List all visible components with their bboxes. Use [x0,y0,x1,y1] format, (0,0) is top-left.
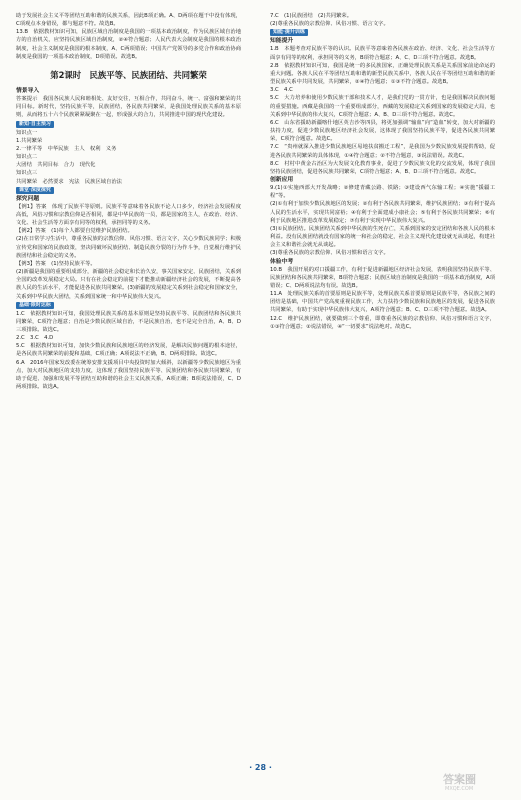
right-column [270,12,495,770]
section-tag: 新知·自主预习 [16,121,54,128]
answer-paragraph: 11.A 处理民族关系的首要原则是民族平等，处理民族关系首要原则是民族平等，各民族之间的团结是基础，中国共产党高度重视民族工作，大力扶持少数民族和民族地区的发展，促进各民族共同繁荣，有助于实现中华民族伟大复兴，A项符合题意；B、C、D三项不符合题意。故选A。 [270,291,495,314]
answer-paragraph: 3.C 4.C [270,87,293,94]
answer-paragraph: 2.C 3.C 4.D [16,335,54,342]
answer-paragraph: 6.C 山东省援助新疆喀什地区英吉沙等四县，将更加强调“输血”向“造血”转变，加大对新疆的扶持力度，促进少数民族地区经济社会发展，这体现了我国坚持民族平等，促进各民族共同繁荣，C项符合题意。故选C。 [270,119,495,143]
answer-paragraph: 13.B 依据教材知识可知，民族区域自治制度是我国的一项基本政治制度，作为民族区域自治地方的自治机关，应坚持民族区域自治制度，②④符合题意；人民代表大会制度是我国的根本政治制度，社会主义制度是我国的根本制度，A、C两项错误；中国共产党领导的多党合作和政治协商制度是我国的一项基本政治制度，D项错误。故选B。 [16,29,241,60]
answer-paragraph: 【例1】答案 体现了民族平等原则。民族平等意味着各民族不论人口多少，经济社会发展程度高低，风俗习惯和宗教信仰是否相同，都是中华民族的一员，都是国家的主人，在政治、经济、文化、社会生活等方面享有同等的权利，承担同等的义务。 [16,203,241,227]
section-tag-row [270,28,495,37]
answer-paragraph: 8.C 村村中黄金古治区为大发展文化教育事业，促进了少数民族文化的交流发展，体现了我国坚持民族团结，促进各民族共同繁荣，C项符合题意；A、B、D三项不符合题意。故选C。 [270,160,495,175]
watermark-logo [441,770,511,792]
page-number-value: 28 [254,763,267,772]
section-subheading: 情景导入 [16,87,40,94]
section-subheading: 探究问题 [16,195,40,202]
section-tag: 知能·提升训练 [270,29,308,36]
answer-paragraph: 1.C 依据教材知识可知，我国处理民族关系的基本原则是坚持民族平等、民族团结和各民族共同繁荣，C项符合题意；自治是少数民族区域自治，不是民族自治，也不是完全自治，A、B、D三项排除。故选C。 [16,310,241,333]
watermark-url: MXQE.COM [445,786,474,792]
section-tag: 课堂·深度探究 [16,187,54,194]
answer-paragraph: 【例2】答案 (1)每个人都要自觉维护民族团结。 [16,228,133,235]
answer-paragraph: 5.C 根据教材知识可知，加快少数民族和民族地区的经济发展，是解决民族问题的根本途径，是各民族共同繁荣的前提和基础，C项正确；A项说法不正确，B、D两项排除。故选C。 [16,343,241,358]
answer-paragraph: 知识点一 [16,129,38,136]
answer-paragraph: 6.A 2016年国家发改委在统筹安排支援项目中央投资时加大倾斜，以新疆等少数民族地区为重点，加大对民族地区的支持力度，这体现了我国坚持民族平等、民族团结和各民族共同繁荣，有助于促进、加强和发展平等团结互助和谐的社会主义民族关系，A项正确；B项说法错误，C、D两项排除。故选A。 [16,359,241,391]
section-subheading: 知能提升 [270,38,294,45]
lesson-title: 第2课时 民族平等、民族团结、共同繁荣 [50,69,207,80]
answer-paragraph: 答案提示 我国各民族人民和睦相处、友好交往，互相合作，共同奋斗，统一、富强和繁荣的共同目标。新时代，坚持民族平等，民族团结，各民族共同繁荣，是我国处理民族关系的基本原则，从而将五十六个民族紧紧凝聚在一起，形成强大的合力，共同推进中国的现代化建设。 [16,96,241,119]
answer-paragraph: (3)尊重各民族的宗教信仰、风俗习惯和语言文字。 [270,250,389,257]
answer-paragraph: 2.一律平等 中华民族 主人 权利 义务 [16,145,117,152]
answer-paragraph: 7.C “贵州就深入推进少数民族地区易地扶贫搬迁工程”，是我国为少数民族发展提供帮助，促进各民族共同繁荣的具体体现，①④符合题意；②不符合题意，③说法错误。故选C。 [270,144,495,159]
answer-paragraph: 1.B 本题考查对民族平等的认识。民族平等意味着各民族在政治、经济、文化、社会生活等方面享有同等的权利，承担同等的义务，B项符合题意；A、C、D三项不符合题意。故选B。 [270,46,495,61]
section-tag: 基础·限时达标 [16,302,54,309]
answer-paragraph: 大团结 共同目标 合力 现代化 [16,162,96,169]
answer-paragraph: 7.C (1)民族团结 (2)共同繁荣。 [270,13,353,19]
answer-paragraph: 9.(1)①实施西部大开发战略；②修建青藏公路、铁路；③建设西气东输工程；④实施“援疆工程”等。 [270,185,495,200]
answer-paragraph: 共同繁荣 必然要求 宪法 民族区域自治法 [16,178,122,185]
answer-paragraph: (2)新疆是我国的重要组成部分，新疆的社会稳定和长治久安，事关国家安定、民族团结，关系到全国的改革发展稳定大局。只有在社会稳定的前提下才能推动新疆经济社会的发展，不断提高各族人民的生活水平，才能促进各民族共同繁荣。(3)新疆的发展稳定关系到社会稳定和国家安全，关系到中华民族大团结，关系到国家统一和中华民族伟大复兴。 [16,269,241,300]
answer-paragraph: 知识点二 [16,154,38,161]
answer-paragraph: 5.C 大力培养和使用少数民族干部和技术人才，是我们党的一贯方针，也是我国解决民族问题的重要措施。西藏是我国的一个重要组成部分，西藏的发展稳定关系到国家的发展稳定大局，也关系到中华民族的伟大复兴，C项符合题意；A、B、D三项不符合题意。故选C。 [270,95,495,118]
section-subheading: 体验中考 [270,258,294,265]
watermark-text: 答案圈 [443,773,476,786]
section-subheading: 创新应用 [270,176,294,183]
answer-paragraph: 12.C 维护民族团结，就要做到三个尊重，即尊重各民族的宗教信仰、风俗习惯和语言文字，①③符合题意；②说法错误，④“一切要求”说法绝对。故选C。 [270,315,495,330]
answer-paragraph: 10.B 我国开展的对口援疆工作，有利于促进新疆地区经济社会发展，表明我国坚持民族平等、民族团结和各民族共同繁荣，B项符合题意；民族区域自治制度是我国的一项基本政治制度，A项错误；C、D两项说法均有误。故选B。 [270,266,495,289]
answer-paragraph: (2)①有利于加快少数民族地区的发展；②有利于各民族共同繁荣，维护民族团结；③有利于提高人民的生活水平，实现共同富裕；④有利于全面建成小康社会；⑤有利于各民族共同繁荣；⑥有利于民族地区推进改革发展稳定；⑦有利于实现中华民族伟大复兴。 [270,201,495,224]
section-tag-row [16,186,241,195]
section-tag-row [16,301,241,310]
answer-paragraph: (2)在日常学习生活中，尊重各民族的宗教信仰、风俗习惯、语言文字，关心少数民族同学；积极宣传党和国家的民族政策，坚决同破坏民族团结、制造民族分裂的行为作斗争，自觉履行维护民族团结和社会稳定的义务。 [16,236,241,259]
answer-paragraph: 知识点三 [16,170,38,177]
page-number: · 28 · [249,763,272,772]
answer-paragraph: 助于发展社会主义平等团结互助和谐的民族关系，因此B项正确。A、D两项在题干中没有体现，C项观点本身错误，都与题意不符。故选B。 [16,13,241,28]
answer-paragraph: 2.B 依据教材知识可知，我国是统一的多民族国家，正确处理民族关系是关系国家前途命运的重大问题。各族人民在平等团结互助和谐的新型民族关系中，各族人民在平等团结互助和谐的新型民族关系中共同发展，共同繁荣，②④符合题意；①③不符合题意。故选B。 [270,62,495,86]
answer-paragraph: (3)①民族团结。民族团结关系到中华民族的生死存亡，关系到国家的安定团结和各族人民的根本利益。没有民族团结就没有国家的统一和社会的稳定，社会主义现代化建设就无从谈起，构建社会主义和谐社会就无从谈起。 [270,225,495,249]
section-tag-row [16,120,241,129]
answer-paragraph: 【例3】答案 (1)坚持民族平等。 [16,260,96,267]
left-column [16,12,241,770]
answer-paragraph: 1.共同繁荣 [16,137,43,144]
answer-paragraph: (2)尊重各民族的宗教信仰、风俗习惯、语言文字。 [270,21,389,28]
